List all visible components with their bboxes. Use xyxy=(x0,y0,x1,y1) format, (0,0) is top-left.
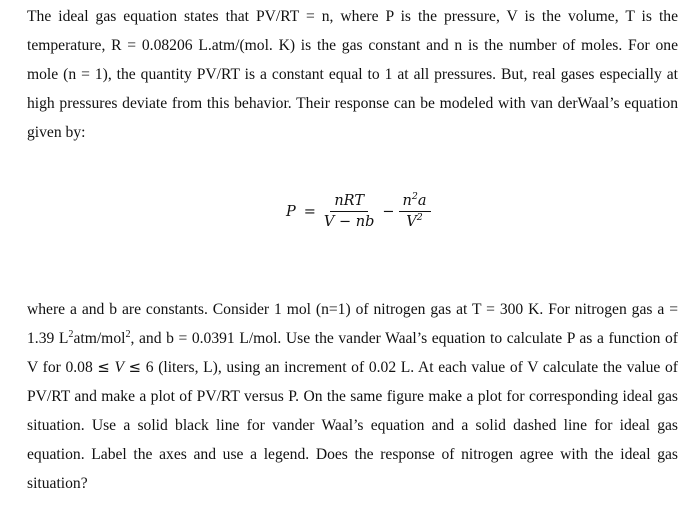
fraction-nrt-over-v-minus-nb xyxy=(320,193,378,230)
fraction-n2a-over-v2 xyxy=(399,193,431,230)
intro-paragraph xyxy=(27,2,678,147)
problem-paragraph xyxy=(27,295,678,498)
superscript-2: 2 xyxy=(125,328,131,340)
less-equal-symbol: ≤ xyxy=(128,359,142,376)
problem-text-2: atm/mol xyxy=(73,330,126,347)
fraction-denominator xyxy=(402,212,426,230)
equation-minus: − xyxy=(382,203,395,220)
numerator-exponent: 2 xyxy=(411,191,418,203)
problem-text-1: where a and b are constants. Consider 1 mol (n=1) of nitrogen gas at T = 300 K. For nitrogen gas a = 1.39 L xyxy=(27,301,678,347)
intro-text: The ideal gas equation states that PV/RT = n, where P is the pressure, V is the volume, T is the temperature, R = 0.08206 L.atm/(mol. K) is the gas constant and n is the number of moles. For one mole (n = 1), the quantity PV/RT is a constant equal to 1 at all pressures. But, real gases especially at high pressures deviate from this behavior. Their response can be modeled with van derWaal’s equation given by: xyxy=(27,8,678,141)
fraction-numerator: nRT xyxy=(330,193,368,212)
less-equal-symbol: ≤ xyxy=(97,359,110,376)
variable-v: V xyxy=(114,359,125,376)
problem-text-4: 6 (liters, L), using an increment of 0.02 L. At each value of V calculate the value of PV/RT and make a plot of PV/RT versus P. On the same figure make a plot for corresponding ideal gas situation. Use a solid black line for vander Waal’s equation and a solid dashed line for ideal gas equation. Label the axes and use a legend. Does the response of nitrogen agree with the ideal gas situation? xyxy=(27,359,678,492)
denominator-base: V xyxy=(406,214,417,230)
superscript-2: 2 xyxy=(68,328,74,340)
problem-text-3: , and b = 0.0391 L/mol. Use the vander Waal’s equation to calculate P as a function of V for 0.08 xyxy=(27,330,678,376)
equation-lhs: P xyxy=(286,203,296,220)
fraction-denominator: V − nb xyxy=(323,214,375,230)
denominator-exponent: 2 xyxy=(416,212,423,224)
numerator-base: n xyxy=(402,193,412,209)
van-der-waals-equation xyxy=(286,193,431,230)
numerator-var: a xyxy=(417,193,427,209)
fraction-numerator xyxy=(399,193,431,212)
equation-equals: = xyxy=(303,203,316,220)
